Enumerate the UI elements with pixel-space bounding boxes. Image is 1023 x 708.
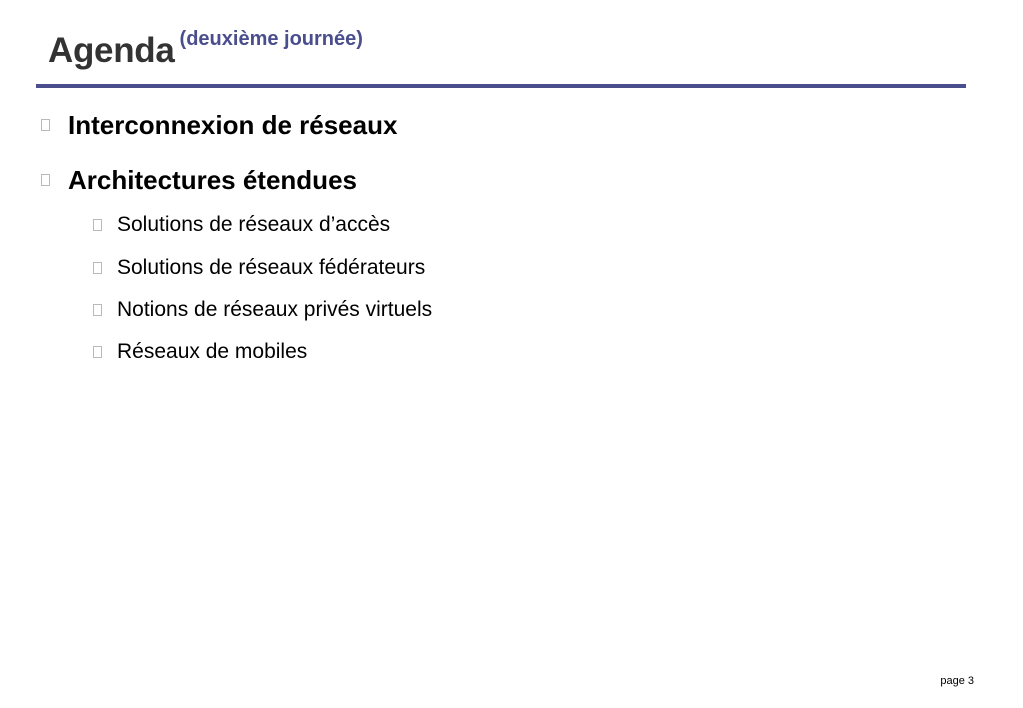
slide-title: Agenda: [48, 31, 175, 70]
bullet-item-interconnexion: [68, 110, 397, 141]
hollow-square-bullet-icon: [41, 119, 50, 131]
sub-bullet-item-label: Notions de réseaux privés virtuels: [117, 298, 433, 321]
bullet-item-architectures: [68, 165, 357, 196]
title-divider: [36, 84, 966, 88]
slide-title-row: [48, 28, 363, 71]
sub-bullet-item-label: Réseaux de mobiles: [117, 340, 308, 363]
page-number: page 3: [940, 675, 974, 687]
hollow-square-bullet-icon: [93, 219, 102, 231]
sub-bullet-item-acces: [117, 213, 390, 237]
hollow-square-bullet-icon: [41, 174, 50, 186]
sub-bullet-item-mobiles: [117, 340, 307, 364]
sub-bullet-item-vpn: [117, 298, 432, 322]
sub-bullet-item-label: Solutions de réseaux fédérateurs: [117, 256, 426, 279]
bullet-item-label: Interconnexion de réseaux: [68, 110, 398, 140]
hollow-square-bullet-icon: [93, 346, 102, 358]
hollow-square-bullet-icon: [93, 304, 102, 316]
hollow-square-bullet-icon: [93, 262, 102, 274]
sub-bullet-item-label: Solutions de réseaux d’accès: [117, 213, 391, 236]
bullet-item-label: Architectures étendues: [68, 165, 357, 195]
sub-bullet-item-federateurs: [117, 256, 425, 280]
slide-subtitle: (deuxième journée): [179, 28, 363, 50]
